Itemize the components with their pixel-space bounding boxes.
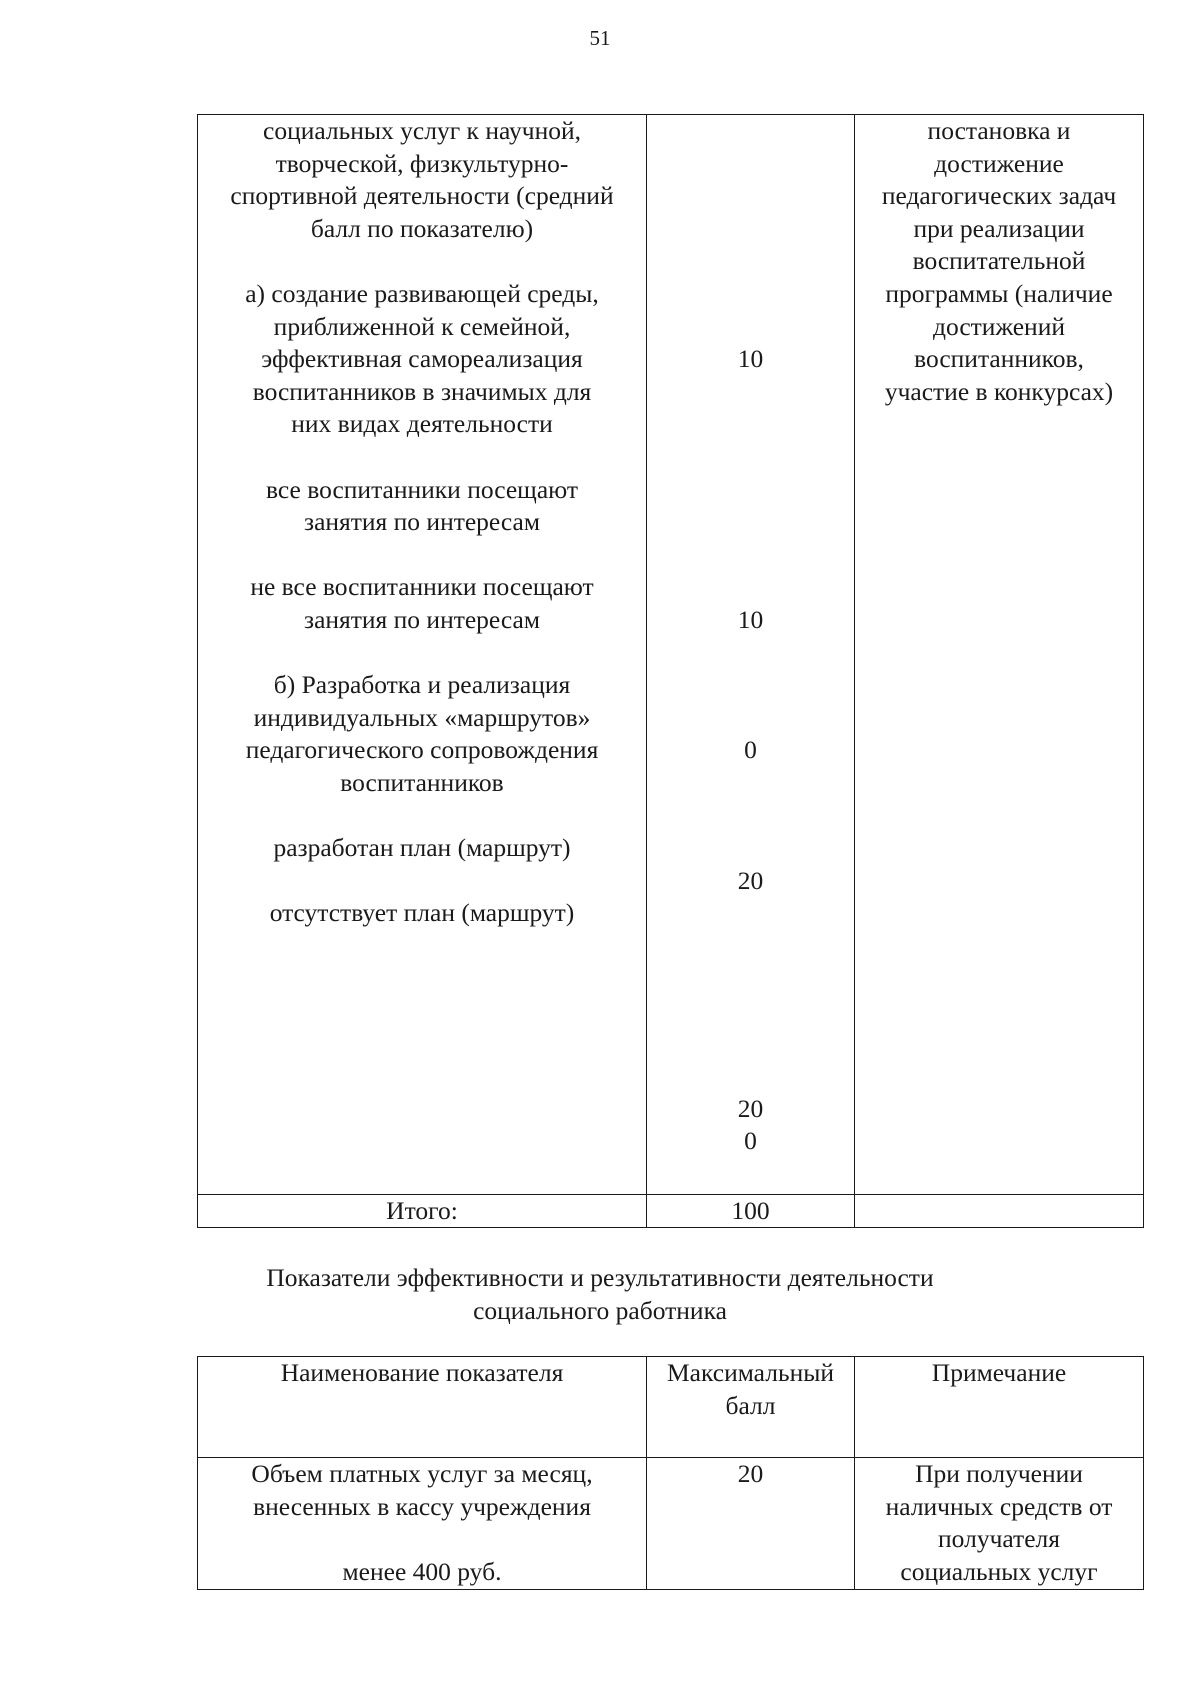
header-note: Примечание: [855, 1357, 1144, 1458]
section-title-line: Показатели эффективности и результативности деятельности: [266, 1263, 934, 1292]
total-note-empty: [855, 1195, 1144, 1228]
total-value: 100: [647, 1195, 855, 1228]
score-value: 20: [737, 865, 764, 895]
total-row: [198, 1195, 1144, 1228]
table-row: [198, 115, 1144, 1195]
indicators-table: [197, 1356, 1144, 1590]
header-max-score: [647, 1357, 855, 1458]
item-a-line: приближенной к семейной,: [273, 311, 571, 341]
header-max-score-line: балл: [725, 1390, 776, 1420]
criteria-table: [197, 114, 1144, 1228]
note-cell: [855, 115, 1144, 1195]
header-name: Наименование показателя: [198, 1357, 647, 1458]
note-line: воспитанников,: [914, 344, 1084, 374]
option-line: все воспитанники посещают: [266, 474, 578, 504]
note-line: участие в конкурсах): [884, 376, 1114, 406]
note-line: воспитательной: [912, 246, 1086, 276]
item-b-line: б) Разработка и реализация: [273, 670, 571, 700]
option-line: занятия по интересам: [304, 604, 540, 634]
option-line: отсутствует план (маршрут): [269, 898, 575, 928]
indicator-cell: [198, 115, 647, 1195]
score-cell: [647, 1458, 855, 1590]
item-a-line: а) создание развивающей среды,: [245, 278, 599, 308]
note-line: программы (наличие: [885, 278, 1113, 308]
page-number: 51: [589, 26, 611, 50]
section-title-line: социального работника: [473, 1295, 727, 1325]
score-value: 0: [744, 735, 757, 765]
total-label: Итого:: [198, 1195, 647, 1228]
intro-line: творческой, физкультурно-: [275, 148, 569, 178]
score-value: 0: [744, 1126, 757, 1156]
section-title: [0, 1262, 1200, 1327]
note-line: При получении: [915, 1459, 1083, 1488]
score-value: 10: [737, 344, 764, 374]
indicator-cell: [198, 1458, 647, 1590]
note-line: наличных средств от: [885, 1491, 1113, 1521]
item-b-line: воспитанников: [340, 767, 504, 797]
score-value: 20: [737, 1459, 764, 1488]
header-max-score-line: Максимальный: [667, 1358, 834, 1387]
note-line: постановка и: [927, 116, 1071, 145]
option-line: занятия по интересам: [304, 507, 540, 537]
score-cell: [647, 115, 855, 1195]
option-line: разработан план (маршрут): [273, 833, 571, 863]
note-line: достижение: [934, 148, 1064, 178]
note-line: достижений: [932, 311, 1065, 341]
option-line: менее 400 руб.: [342, 1556, 502, 1586]
item-b-line: индивидуальных «маршрутов»: [253, 702, 591, 732]
note-line: получателя: [938, 1524, 1060, 1554]
note-line: педагогических задач: [881, 181, 1117, 211]
item-a-line: эффективная самореализация: [261, 344, 583, 374]
intro-line: социальных услуг к научной,: [263, 116, 581, 145]
score-value: 10: [737, 604, 764, 634]
intro-line: спортивной деятельности (средний: [230, 181, 614, 211]
note-cell: [855, 1458, 1144, 1590]
option-line: не все воспитанники посещают: [250, 572, 594, 602]
item-a-line: них видах деятельности: [291, 409, 553, 439]
note-line: социальных услуг: [900, 1556, 1098, 1586]
indicator-line: Объем платных услуг за месяц,: [251, 1459, 593, 1488]
item-b-line: педагогического сопровождения: [245, 735, 599, 765]
indicator-line: внесенных в кассу учреждения: [253, 1491, 591, 1521]
score-value: 20: [737, 1093, 764, 1123]
table-row: [198, 1458, 1144, 1590]
item-a-line: воспитанников в значимых для: [252, 376, 592, 406]
header-row: [198, 1357, 1144, 1458]
note-line: при реализации: [913, 213, 1085, 243]
intro-line: балл по показателю): [310, 213, 534, 243]
